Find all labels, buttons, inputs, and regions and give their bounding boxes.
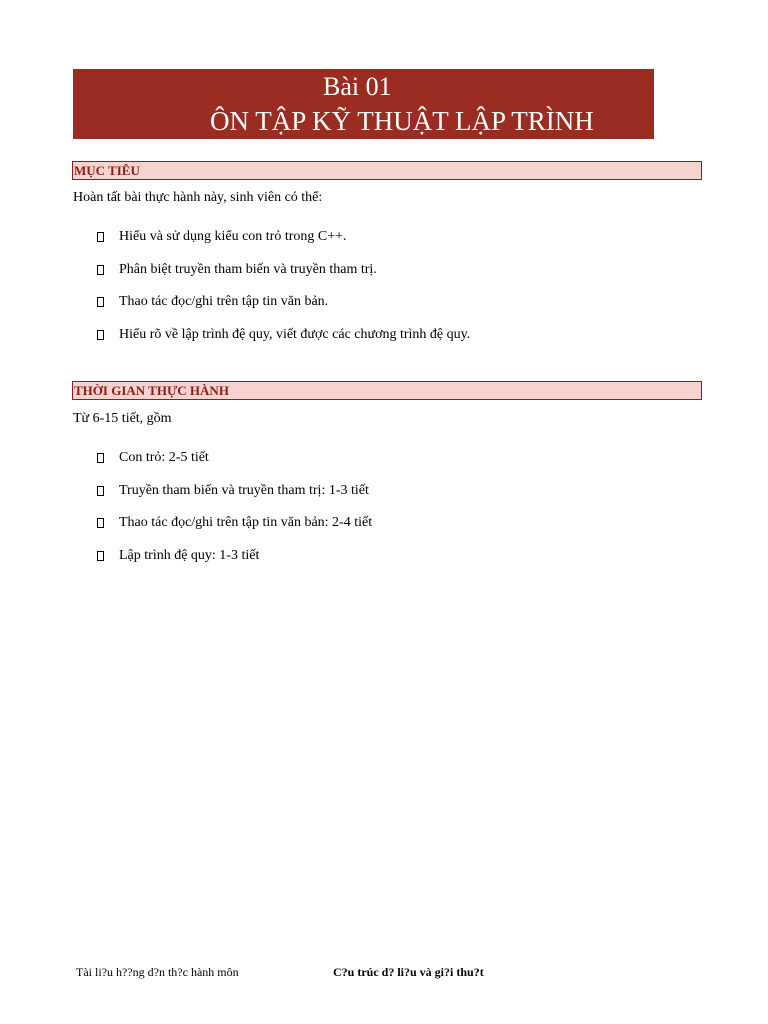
list-item-text: Lập trình đệ quy: 1-3 tiết [119, 548, 260, 564]
practice-time-intro: Từ 6-15 tiết, gồm [73, 411, 172, 426]
missing-glyph-bullet-icon [97, 330, 104, 340]
list-item-text: Con trỏ: 2-5 tiết [119, 450, 209, 465]
footer-course-name: C?u trúc d? li?u và gi?i thu?t [333, 965, 484, 979]
lesson-title: ÔN TẬP KỸ THUẬT LẬP TRÌNH [210, 106, 594, 136]
missing-glyph-bullet-icon [97, 265, 104, 275]
footer-document-label: Tài li?u h??ng d?n th?c hành môn [76, 965, 239, 979]
title-banner [73, 69, 654, 139]
list-item-text: Hiểu và sử dụng kiểu con trỏ trong C++. [119, 229, 347, 244]
list-item-text: Phân biệt truyền tham biến và truyền tham trị. [119, 261, 377, 277]
missing-glyph-bullet-icon [97, 297, 104, 307]
list-item-text: Thao tác đọc/ghi trên tập tin văn bản. [119, 294, 329, 310]
missing-glyph-bullet-icon [97, 551, 104, 561]
missing-glyph-bullet-icon [97, 518, 104, 528]
objectives-intro: Hoàn tất bài thực hành này, sinh viên có thể: [73, 190, 323, 205]
lesson-number: Bài 01 [323, 72, 392, 101]
missing-glyph-bullet-icon [97, 486, 104, 496]
section-header-practice-time: THỜI GIAN THỰC HÀNH [72, 381, 702, 400]
missing-glyph-bullet-icon [97, 232, 104, 242]
missing-glyph-bullet-icon [97, 453, 104, 463]
list-item-text: Thao tác đọc/ghi trên tập tin văn bản: 2-4 tiết [119, 515, 373, 531]
list-item-text: Hiểu rõ về lập trình đệ quy, viết được các chương trình đệ quy. [119, 327, 471, 343]
list-item-text: Truyền tham biến và truyền tham trị: 1-3 tiết [119, 482, 369, 498]
section-header-objectives: MỤC TIÊU [72, 161, 702, 180]
